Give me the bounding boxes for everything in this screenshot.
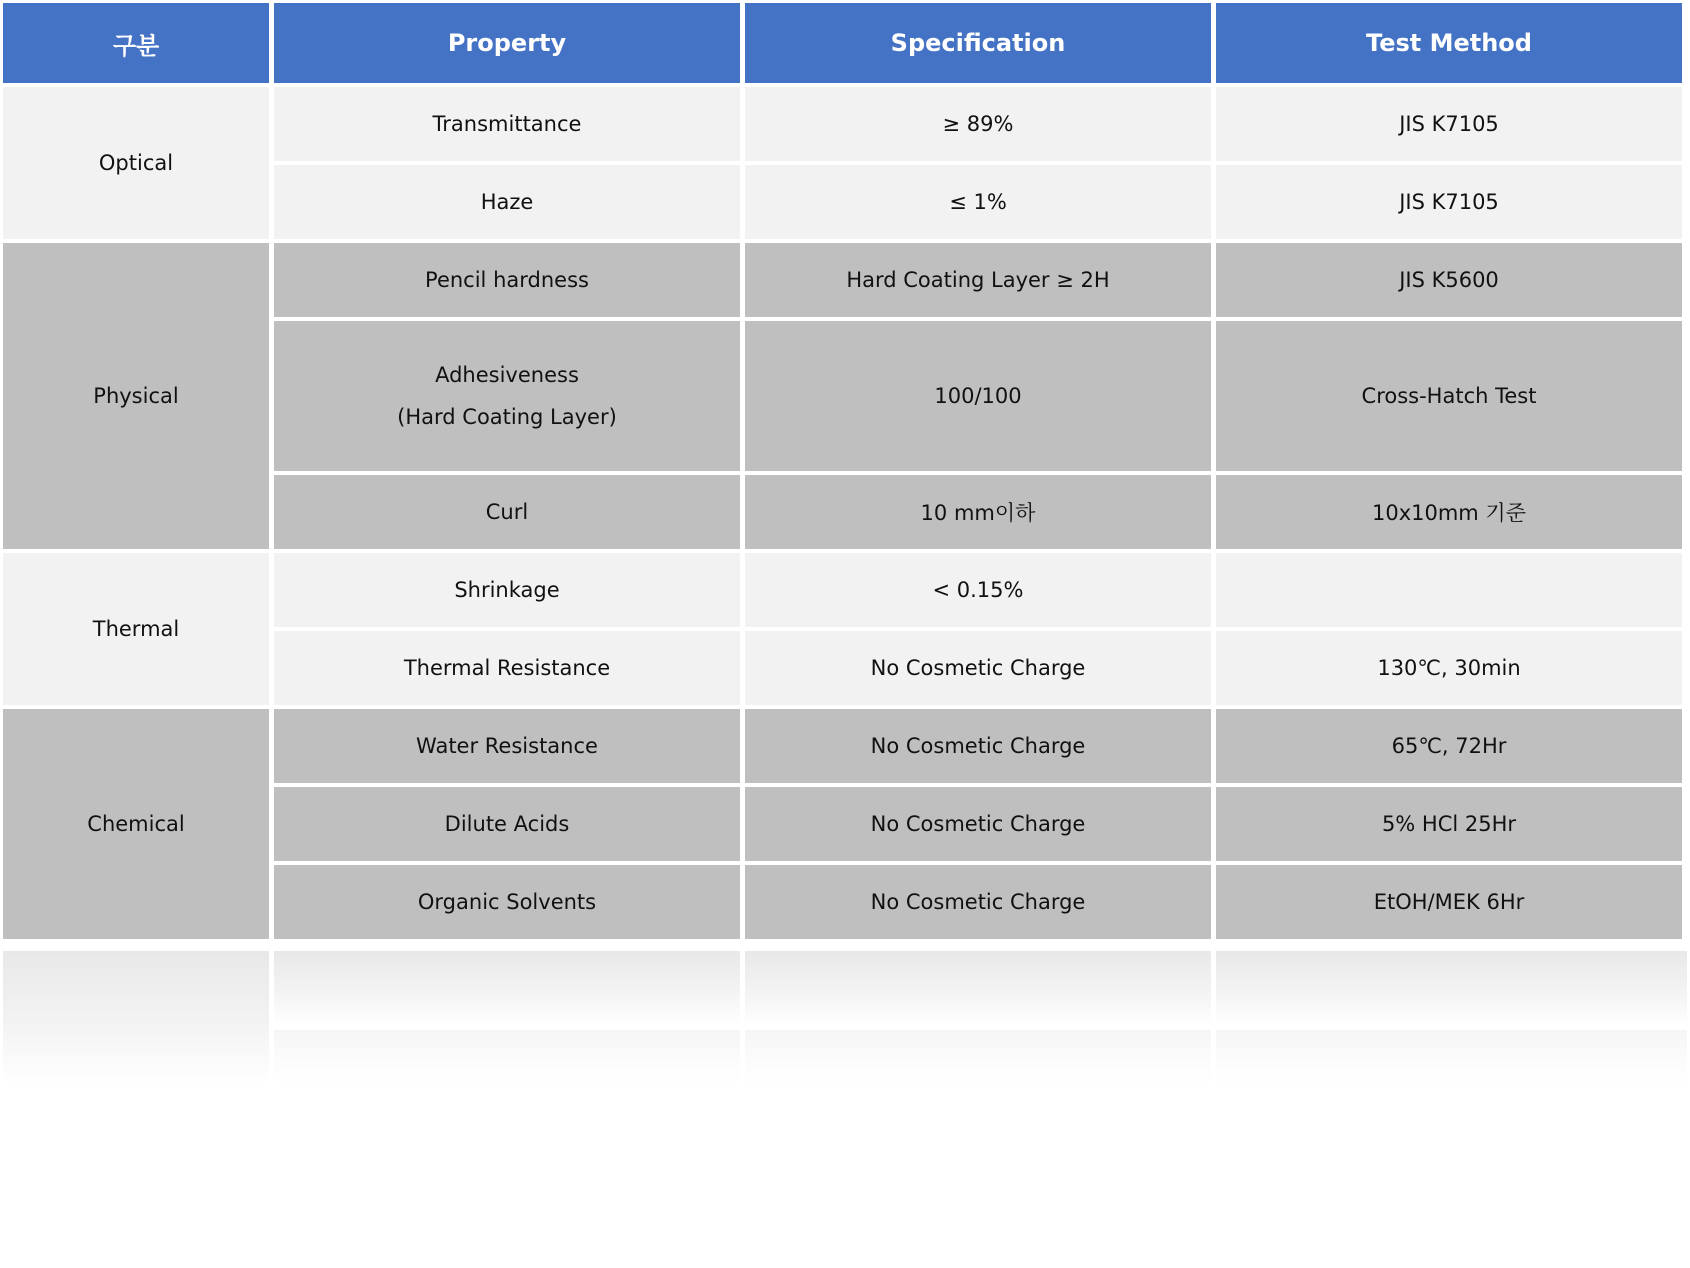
reflection-cell	[274, 1030, 740, 1085]
reflection-cell	[274, 951, 740, 1025]
spec-cell: No Cosmetic Charge	[745, 787, 1211, 861]
property-cell: Haze	[274, 165, 740, 239]
header-specification: Specification	[745, 3, 1211, 83]
spec-cell: No Cosmetic Charge	[745, 631, 1211, 705]
header-test-method: Test Method	[1216, 3, 1682, 83]
method-cell: JIS K5600	[1216, 243, 1682, 317]
method-cell	[1216, 553, 1682, 627]
method-cell: 5% HCl 25Hr	[1216, 787, 1682, 861]
table-row	[3, 87, 1682, 161]
property-cell: Shrinkage	[274, 553, 740, 627]
table-reflection	[3, 951, 1687, 1085]
method-cell: Cross-Hatch Test	[1216, 321, 1682, 471]
property-cell	[274, 321, 740, 471]
property-cell: Dilute Acids	[274, 787, 740, 861]
spec-cell: 10 mm이하	[745, 475, 1211, 549]
method-cell: 130℃, 30min	[1216, 631, 1682, 705]
spec-cell: < 0.15%	[745, 553, 1211, 627]
property-cell: Transmittance	[274, 87, 740, 161]
table-row	[3, 553, 1682, 627]
spec-cell: 100/100	[745, 321, 1211, 471]
property-cell: Pencil hardness	[274, 243, 740, 317]
method-cell: JIS K7105	[1216, 87, 1682, 161]
group-physical: Physical	[3, 243, 269, 549]
reflection-cell	[1216, 951, 1687, 1025]
method-cell: EtOH/MEK 6Hr	[1216, 865, 1682, 939]
reflection-cell	[3, 951, 269, 1085]
reflection-cell	[745, 951, 1211, 1025]
method-cell: JIS K7105	[1216, 165, 1682, 239]
property-cell: Curl	[274, 475, 740, 549]
reflection-cell	[1216, 1030, 1687, 1085]
spec-cell: ≤ 1%	[745, 165, 1211, 239]
group-chemical: Chemical	[3, 709, 269, 939]
property-cell: Water Resistance	[274, 709, 740, 783]
property-cell: Thermal Resistance	[274, 631, 740, 705]
table-row	[3, 709, 1682, 783]
spec-cell: Hard Coating Layer ≥ 2H	[745, 243, 1211, 317]
group-thermal: Thermal	[3, 553, 269, 705]
header-category: 구분	[3, 3, 269, 83]
header-property: Property	[274, 3, 740, 83]
spec-cell: ≥ 89%	[745, 87, 1211, 161]
method-cell: 65℃, 72Hr	[1216, 709, 1682, 783]
property-line-2: (Hard Coating Layer)	[397, 405, 617, 429]
method-cell: 10x10mm 기준	[1216, 475, 1682, 549]
property-cell: Organic Solvents	[274, 865, 740, 939]
group-optical: Optical	[3, 87, 269, 239]
reflection-cell	[745, 1030, 1211, 1085]
property-line-1: Adhesiveness	[435, 363, 579, 387]
header-row	[3, 3, 1682, 83]
spec-cell: No Cosmetic Charge	[745, 865, 1211, 939]
spec-cell: No Cosmetic Charge	[745, 709, 1211, 783]
table-row	[3, 243, 1682, 317]
